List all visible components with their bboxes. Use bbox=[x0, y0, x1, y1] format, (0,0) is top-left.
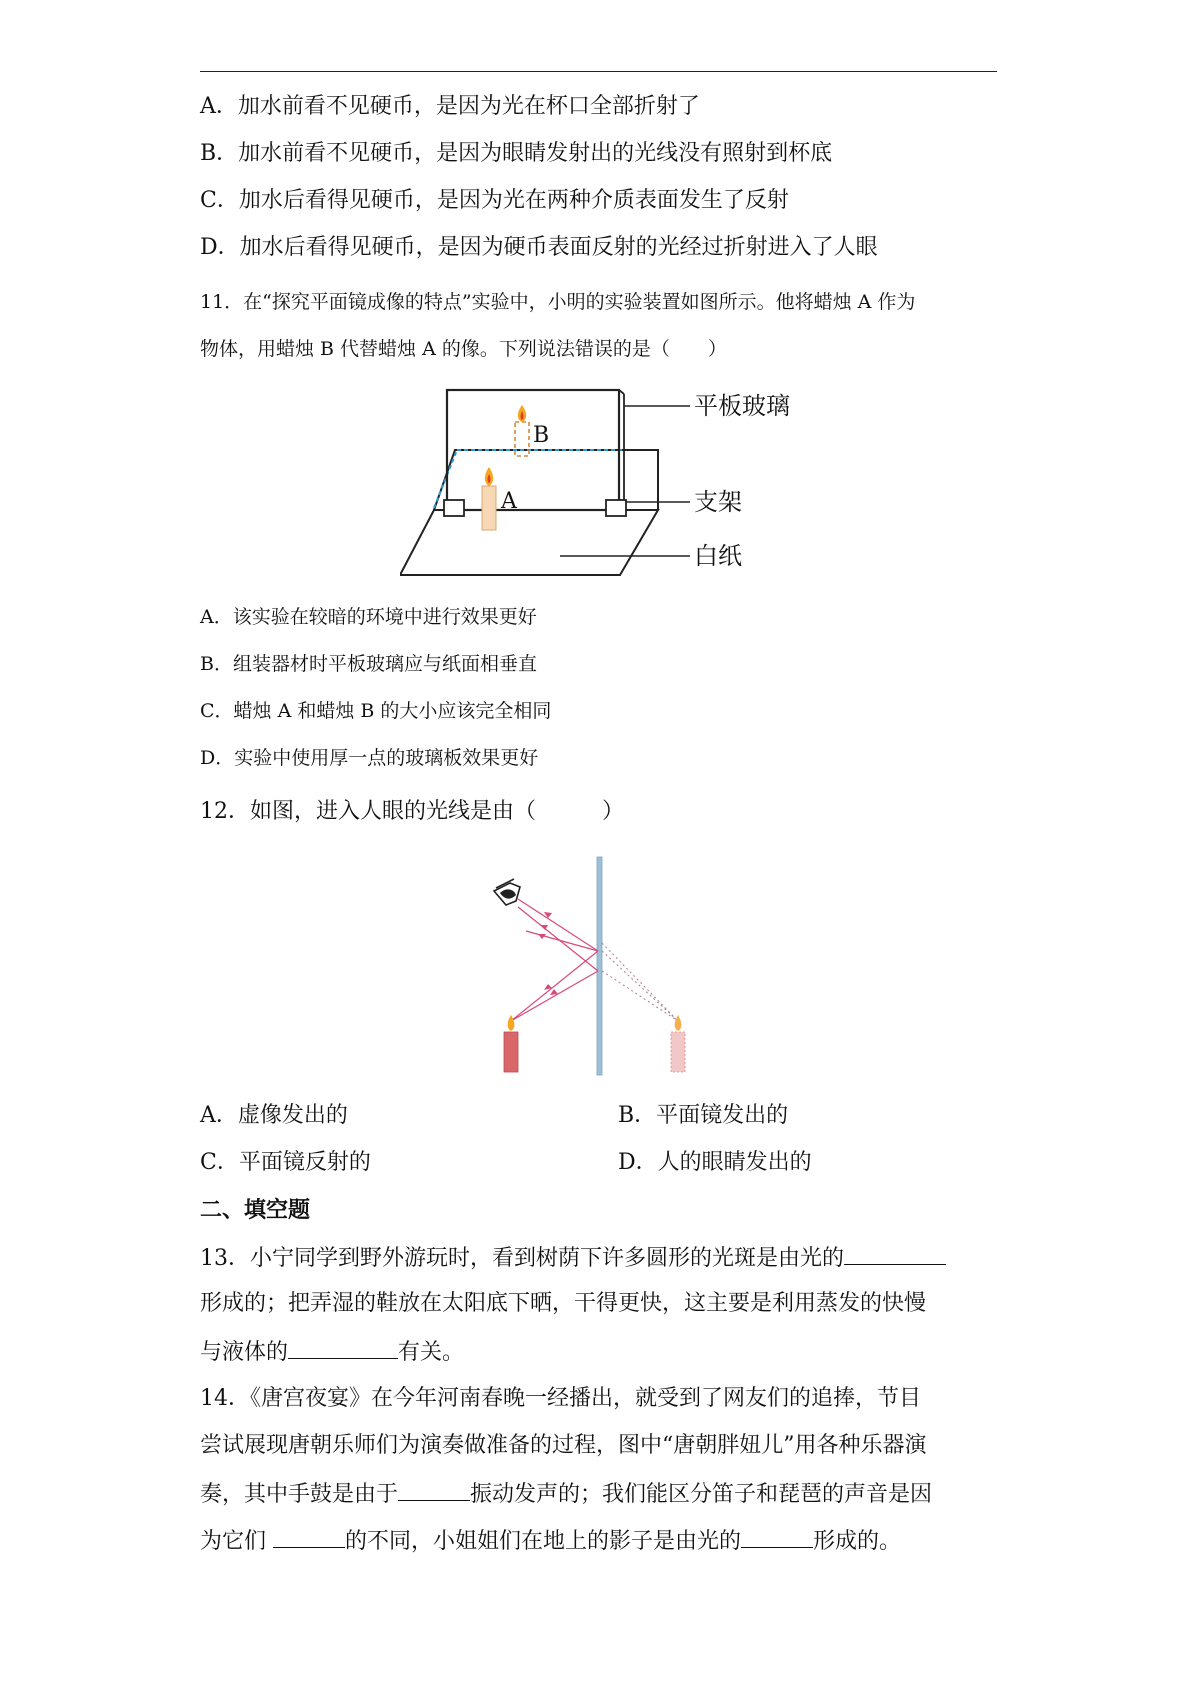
label-a: A bbox=[501, 489, 517, 514]
q11-option-d: D．实验中使用厚一点的玻璃板效果更好 bbox=[200, 747, 539, 769]
q13-line3: 与液体的 有关。 bbox=[200, 1336, 464, 1368]
stand-left bbox=[444, 500, 464, 516]
q13-line2: 形成的；把弄湿的鞋放在太阳底下晒，干得更快，这主要是利用蒸发的快慢 bbox=[200, 1291, 927, 1316]
candle-a bbox=[482, 486, 496, 530]
q11-option-c: C．蜡烛 A 和蜡烛 B 的大小应该完全相同 bbox=[200, 700, 552, 722]
stand-right bbox=[606, 500, 626, 516]
plane-mirror-experiment-figure bbox=[400, 380, 820, 585]
label-glass: 平板玻璃 bbox=[694, 392, 790, 420]
q12-option-c: C．平面镜反射的 bbox=[200, 1150, 371, 1175]
q10-option-d: D．加水后看得见硬币，是因为硬币表面反射的光经过折射进入了人眼 bbox=[200, 235, 878, 260]
q14-line2: 尝试展现唐朝乐师们为演奏做准备的过程，图中“唐朝胖妞儿”用各种乐器演 bbox=[200, 1433, 927, 1458]
q14-blank-3[interactable] bbox=[741, 1525, 813, 1548]
virtual-ray-1 bbox=[602, 951, 678, 1021]
q12-option-b: B．平面镜发出的 bbox=[618, 1103, 789, 1128]
q10-option-b: B．加水前看不见硬币，是因为眼睛发射出的光线没有照射到杯底 bbox=[200, 141, 833, 166]
label-b: B bbox=[533, 423, 550, 448]
image-candle bbox=[671, 1032, 685, 1072]
q12-option-d: D．人的眼睛发出的 bbox=[618, 1150, 812, 1175]
q10-option-c: C．加水后看得见硬币，是因为光在两种介质表面发生了反射 bbox=[200, 188, 789, 213]
incident-ray-2 bbox=[511, 971, 598, 1021]
reflected-ray-1 bbox=[518, 899, 598, 951]
q11-option-a: A．该实验在较暗的环境中进行效果更好 bbox=[200, 606, 537, 628]
plane-mirror bbox=[597, 857, 602, 1075]
q10-option-a: A．加水前看不见硬币，是因为光在杯口全部折射了 bbox=[200, 94, 700, 119]
label-stand: 支架 bbox=[694, 488, 742, 516]
q14-blank-1[interactable] bbox=[398, 1478, 470, 1501]
q14-line4: 为它们 的不同，小姐姐们在地上的影子是由光的 形成的。 bbox=[200, 1525, 901, 1557]
q13-blank-1[interactable] bbox=[844, 1242, 946, 1265]
q11-stem-line1: 11．在“探究平面镜成像的特点”实验中，小明的实验装置如图所示。他将蜡烛 A 作为 bbox=[200, 291, 916, 313]
q14-line1: 14．《唐宫夜宴》在今年河南春晚一经播出，就受到了网友们的追捧，节目 bbox=[200, 1386, 921, 1411]
incident-ray-1 bbox=[511, 951, 598, 1021]
header-rule bbox=[200, 71, 997, 72]
virtual-ray-2 bbox=[602, 971, 678, 1021]
q12-option-a: A．虚像发出的 bbox=[200, 1103, 348, 1128]
q13-line1: 13．小宁同学到野外游玩时，看到树荫下许多圆形的光斑是由光的 bbox=[200, 1242, 946, 1274]
q13-blank-2[interactable] bbox=[288, 1336, 398, 1359]
section-title-fill-blank: 二、填空题 bbox=[200, 1197, 311, 1223]
real-candle-flame bbox=[508, 1015, 515, 1031]
label-paper: 白纸 bbox=[694, 542, 742, 570]
q11-stem-line2: 物体，用蜡烛 B 代替蜡烛 A 的像。下列说法错误的是（ ） bbox=[200, 338, 727, 360]
reflected-ray-3 bbox=[526, 931, 598, 951]
q12-stem: 12．如图，进入人眼的光线是由（ ） bbox=[200, 799, 624, 824]
reflected-ray-2 bbox=[518, 907, 598, 971]
white-paper bbox=[400, 510, 658, 575]
mirror-reflection-figure bbox=[490, 855, 700, 1080]
q11-option-b: B．组装器材时平板玻璃应与纸面相垂直 bbox=[200, 653, 537, 675]
q14-line3: 奏，其中手鼓是由于 振动发声的；我们能区分笛子和琵琶的声音是因 bbox=[200, 1478, 932, 1510]
image-candle-flame bbox=[675, 1015, 682, 1031]
eye-icon bbox=[494, 879, 520, 905]
q14-blank-2[interactable] bbox=[273, 1525, 345, 1548]
real-candle bbox=[504, 1032, 518, 1072]
